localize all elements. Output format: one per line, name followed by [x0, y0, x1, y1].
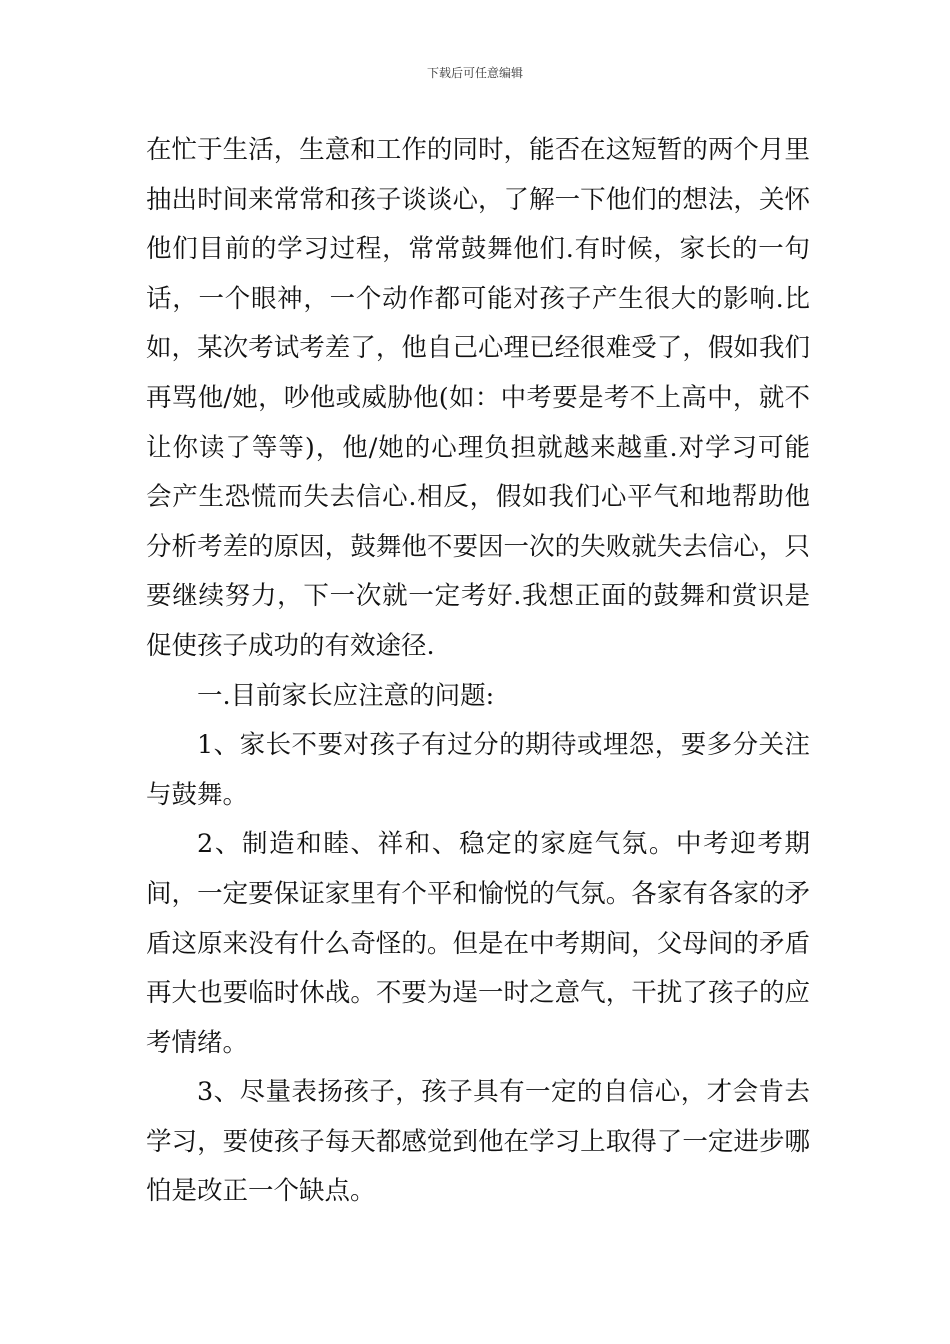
list-item: 1、家长不要对孩子有过分的期待或埋怨，要多分关注与鼓舞。 [146, 730, 810, 810]
list-item: 2、制造和睦、祥和、稳定的家庭气氛。中考迎考期间，一定要保证家里有个平和愉悦的气氛。各家有各家的矛盾这原来没有什么奇怪的。但是在中考期间，父母间的矛盾再大也要临时休战。不要为逞一时之意气，干扰了孩子的应考情绪。 [146, 829, 810, 1058]
section-heading: 一.目前家长应注意的问题: [197, 680, 495, 711]
list-item: 3、尽量表扬孩子，孩子具有一定的自信心，才会肯去学习，要使孩子每天都感觉到他在学习上取得了一定进步哪怕是改正一个缺点。 [146, 1077, 810, 1207]
paragraph-intro: 在忙于生活，生意和工作的同时，能否在这短暂的两个月里抽出时间来常常和孩子谈谈心，了解一下他们的想法，关怀他们目前的学习过程，常常鼓舞他们.有时候，家长的一句话，一个眼神，一个动作都可能对孩子产生很大的影响.比如，某次考试考差了，他自己心理已经很难受了，假如我们再骂他/她，吵他或威胁他(如：中考要是考不上高中，就不让你读了等等)，他/她的心理负担就越来越重.对学习可能会产生恐慌而失去信心.相反，假如我们心平气和地帮助他分析考差的原因，鼓舞他不要因一次的失败就失去信心，只要继续努力，下一次就一定考好.我想正面的鼓舞和赏识是促使孩子成功的有效途径. [146, 135, 810, 661]
page-header: 下载后可任意编辑 [426, 66, 523, 80]
document-body [146, 126, 810, 1217]
